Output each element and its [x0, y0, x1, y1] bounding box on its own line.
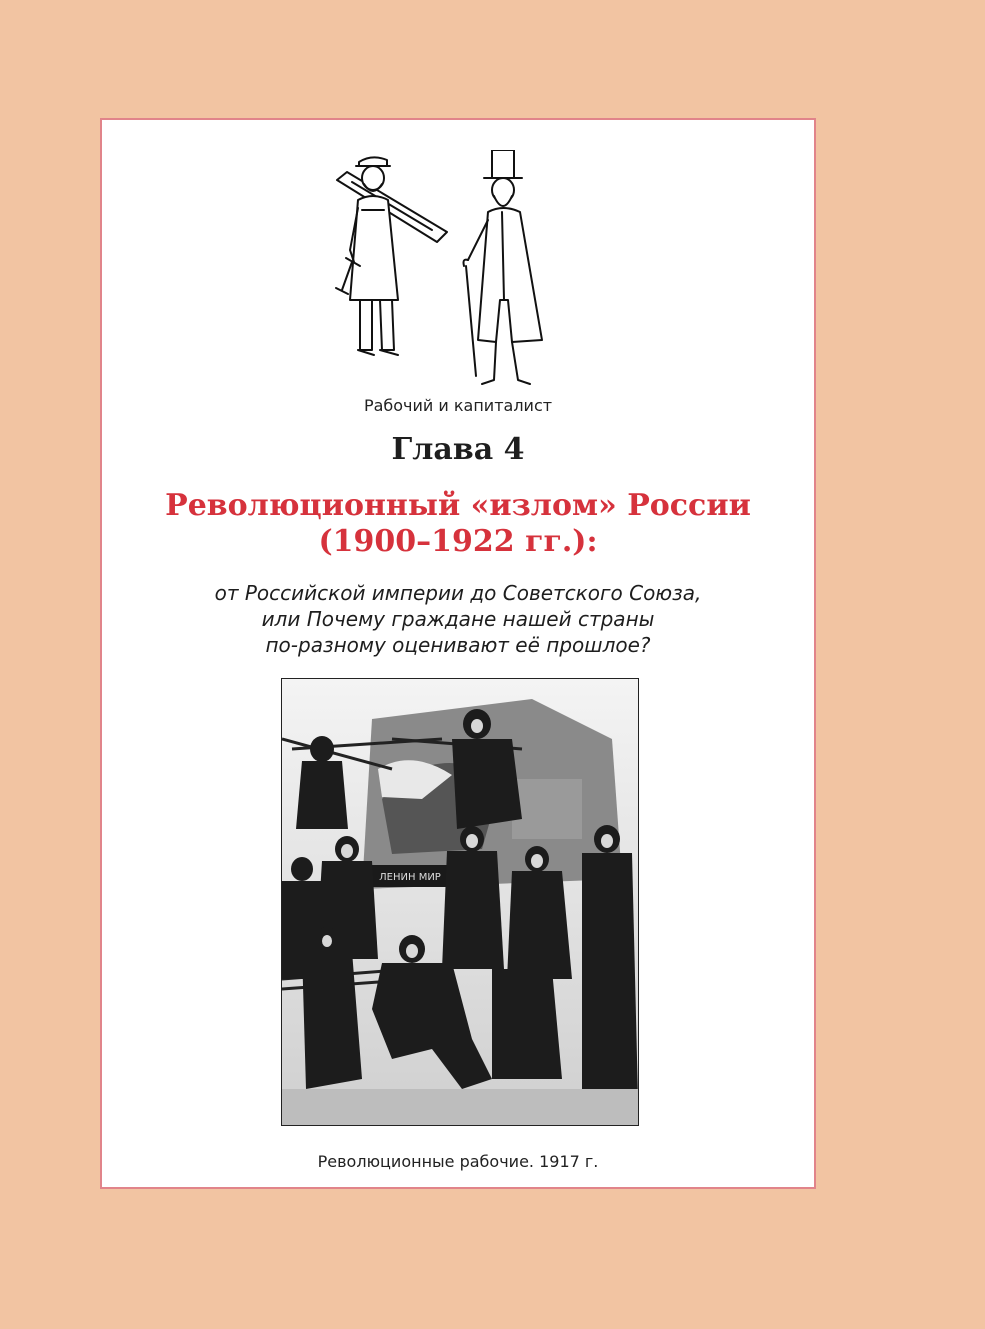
page-frame — [100, 118, 816, 1189]
photo-sign-text: ЛЕНИН МИР — [379, 872, 441, 883]
chapter-title — [122, 488, 794, 560]
photo-caption: Революционные рабочие. 1917 г. — [317, 1152, 599, 1171]
chapter-subtitle-line-2: или Почему граждане нашей страны — [261, 607, 655, 631]
worker-capitalist-illustration — [332, 150, 572, 400]
chapter-subtitle — [122, 580, 794, 658]
capitalist-figure — [464, 150, 543, 384]
chapter-subtitle-line-1: от Российской империи до Советского Союза, — [214, 581, 702, 605]
illustration-caption: Рабочий и капиталист — [363, 396, 553, 415]
chapter-subtitle-line-3: по-разному оценивают её прошлое? — [265, 633, 651, 657]
worker-figure — [336, 157, 447, 355]
chapter-title-line-2: (1900–1922 гг.): — [318, 524, 598, 559]
chapter-title-line-1: Революционный «излом» России — [165, 488, 751, 523]
revolutionary-workers-photo — [281, 678, 639, 1126]
chapter-number: Глава 4 — [391, 432, 525, 467]
